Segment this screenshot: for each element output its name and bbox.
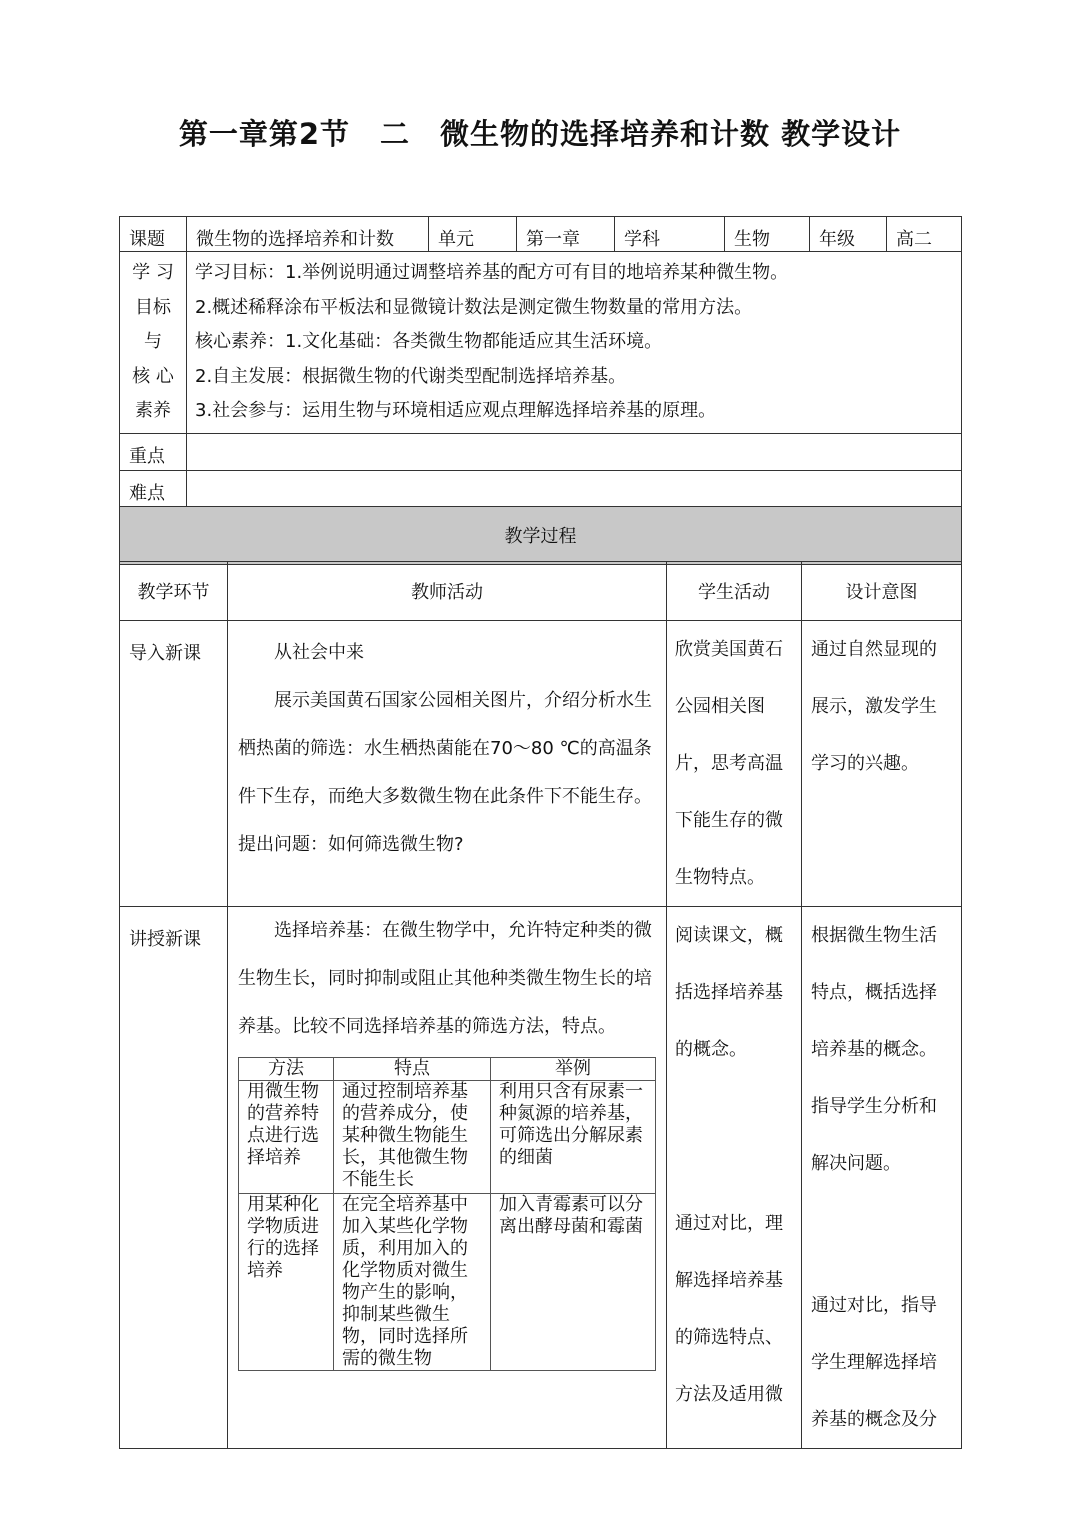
feature-cell: 通过控制培养基的营养成分，使某种微生物能生长，其他微生物不能生长 — [334, 1081, 491, 1194]
spacer — [675, 1078, 793, 1195]
method-header: 方法 — [239, 1058, 334, 1081]
example-cell: 利用只含有尿素一种氮源的培养基，可筛选出分解尿素的细菌 — [491, 1081, 656, 1194]
goals-label-line: 目标 — [135, 296, 171, 318]
process-title: 教学过程 — [120, 506, 962, 564]
goals-content — [187, 252, 962, 434]
process-table — [119, 561, 962, 1449]
spacer — [811, 1192, 953, 1277]
intro-design: 通过自然显现的展示，激发学生学习的兴趣。 — [802, 621, 962, 907]
key-row — [120, 433, 962, 470]
goals-label-line: 素养 — [135, 400, 171, 421]
teach-design-2: 通过对比，指导学生理解选择培养基的概念及分 — [811, 1295, 937, 1430]
lesson-info-table — [119, 216, 962, 565]
row-intro — [120, 621, 962, 907]
goal-line: 2.自主发展：根据微生物的代谢类型配制选择培养基。 — [195, 365, 627, 387]
goal-line: 核心素养：1.文化基础：各类微生物都能适应其生活环境。 — [195, 331, 663, 352]
page-title: 第一章第2节 二 微生物的选择培养和计数 教学设计 — [178, 117, 902, 151]
teach-teacher — [228, 907, 667, 1449]
goals-label-line: 学 习 — [132, 262, 174, 283]
goals-label-line: 核 心 — [132, 365, 174, 387]
intro-stage: 导入新课 — [120, 621, 228, 907]
teach-design-1: 根据微生物生活特点，概括选择培养基的概念。指导学生分析和解决问题。 — [811, 925, 937, 1174]
teach-design — [802, 907, 962, 1449]
example-cell: 加入青霉素可以分离出酵母菌和霉菌 — [491, 1194, 656, 1371]
goal-line: 学习目标：1.举例说明通过调整培养基的配方可有目的地培养某种微生物。 — [195, 262, 789, 283]
teach-teacher-p1: 选择培养基：在微生物学中，允许特定种类的微生物生长，同时抑制或阻止其他种类微生物生长的培养基。比较不同选择培养基的筛选方法，特点。 — [238, 920, 652, 1037]
subject-label: 学科 — [615, 217, 725, 252]
col-teacher: 教师活动 — [228, 562, 667, 621]
process-header-row — [120, 506, 962, 564]
goal-line: 3.社会参与：运用生物与环境相适应观点理解选择培养基的原理。 — [195, 400, 717, 421]
unit-label: 单元 — [429, 217, 517, 252]
key-label: 重点 — [120, 433, 187, 470]
row-teach — [120, 907, 962, 1449]
method-table — [238, 1057, 656, 1371]
method-row — [239, 1194, 656, 1371]
intro-student: 欣赏美国黄石公园相关图片，思考高温下能生存的微生物特点。 — [667, 621, 802, 907]
intro-teacher — [228, 621, 667, 907]
teach-student-1: 阅读课文，概括选择培养基的概念。 — [675, 925, 783, 1060]
goal-line: 2.概述稀释涂布平板法和显微镜计数法是测定微生物数量的常用方法。 — [195, 296, 753, 318]
feature-header: 特点 — [334, 1058, 491, 1081]
feature-cell: 在完全培养基中加入某些化学物质，利用加入的化学物质对微生物产生的影响，抑制某些微生物，同时选择所需的微生物 — [334, 1194, 491, 1371]
method-table-header — [239, 1058, 656, 1081]
topic-label: 课题 — [120, 217, 187, 252]
unit-value: 第一章 — [517, 217, 615, 252]
teach-student — [667, 907, 802, 1449]
difficulty-row — [120, 470, 962, 506]
process-columns — [120, 562, 962, 621]
example-header: 举例 — [491, 1058, 656, 1081]
method-cell: 用某种化学物质进行的选择培养 — [239, 1194, 334, 1371]
intro-teacher-p2: 展示美国黄石国家公园相关图片，介绍分析水生栖热菌的筛选：水生栖热菌能在70～80 ℃的高温条件下生存，而绝大多数微生物在此条件下不能生存。提出问题：如何筛选微生物? — [238, 690, 652, 855]
subject-value: 生物 — [725, 217, 810, 252]
difficulty-value — [187, 470, 962, 506]
key-value — [187, 433, 962, 470]
method-cell: 用微生物的营养特点进行选择培养 — [239, 1081, 334, 1194]
intro-teacher-p1: 从社会中来 — [274, 642, 364, 663]
col-design: 设计意图 — [802, 562, 962, 621]
info-row — [120, 217, 962, 252]
goals-row — [120, 252, 962, 434]
goals-label-line: 与 — [144, 331, 162, 352]
goals-label — [120, 252, 187, 434]
col-stage: 教学环节 — [120, 562, 228, 621]
teach-student-2: 通过对比，理解选择培养基的筛选特点、方法及适用微 — [675, 1213, 783, 1405]
grade-label: 年级 — [810, 217, 887, 252]
method-row — [239, 1081, 656, 1194]
teach-stage: 讲授新课 — [120, 907, 228, 1449]
grade-value: 高二 — [887, 217, 962, 252]
difficulty-label: 难点 — [120, 470, 187, 506]
topic-value: 微生物的选择培养和计数 — [187, 217, 429, 252]
col-student: 学生活动 — [667, 562, 802, 621]
